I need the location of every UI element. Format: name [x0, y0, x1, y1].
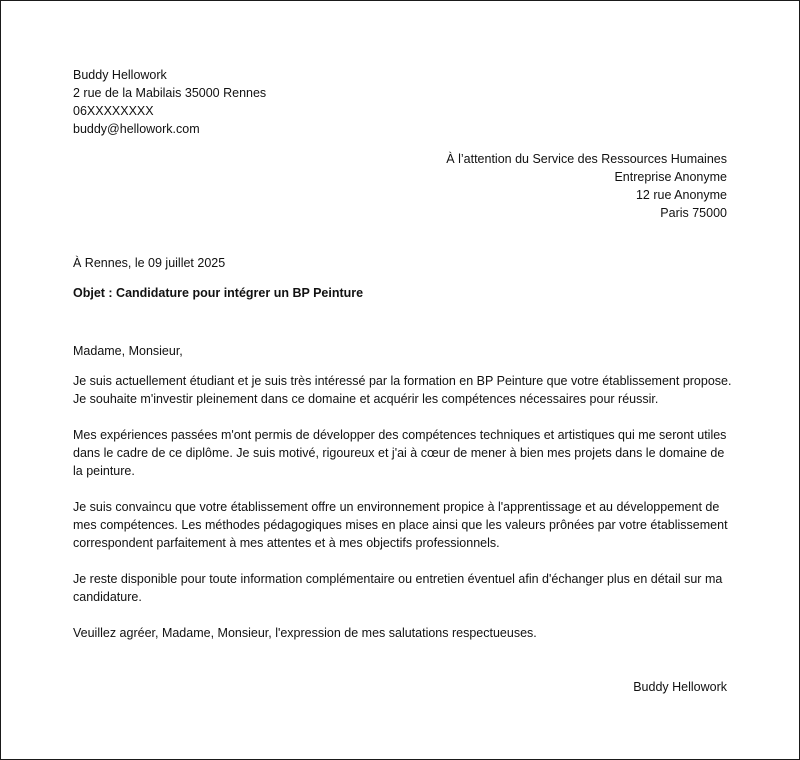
- letter-subject: Objet : Candidature pour intégrer un BP Peinture: [73, 286, 364, 300]
- sender-email: buddy@hellowork.com: [73, 122, 200, 136]
- body-paragraph: Je suis actuellement étudiant et je suis très intéressé par la formation en BP Peinture que votre établissement propose. Je souhaite m'investir pleinement dans ce domaine et acquérir les compétences nécessaires pour réussir.: [73, 374, 732, 406]
- recipient-city: Paris 75000: [660, 206, 727, 220]
- letter-date: À Rennes, le 09 juillet 2025: [73, 256, 226, 270]
- signature: Buddy Hellowork: [633, 680, 727, 694]
- sender-address: 2 rue de la Mabilais 35000 Rennes: [73, 86, 267, 100]
- sender-block: [73, 66, 266, 138]
- recipient-street: 12 rue Anonyme: [635, 188, 727, 202]
- letter-body: [73, 342, 733, 660]
- body-paragraph: Je reste disponible pour toute information complémentaire ou entretien éventuel afin d'échanger plus en détail sur ma candidature.: [73, 572, 723, 604]
- recipient-block: [446, 150, 727, 222]
- closing-paragraph: Veuillez agréer, Madame, Monsieur, l'expression de mes salutations respectueuses.: [73, 626, 537, 640]
- recipient-company: Entreprise Anonyme: [614, 170, 727, 184]
- recipient-attention: À l’attention du Service des Ressources Humaines: [446, 152, 727, 166]
- body-paragraph: Je suis convaincu que votre établissement offre un environnement propice à l'apprentissage et au développement de mes compétences. Les méthodes pédagogiques mises en place ainsi que les valeurs prônées par votre établissement correspondent parfaitement à mes attentes et à mes objectifs professionnels.: [73, 500, 728, 550]
- sender-phone: 06XXXXXXXX: [73, 104, 154, 118]
- sender-name: Buddy Hellowork: [73, 68, 167, 82]
- body-paragraph: Mes expériences passées m'ont permis de développer des compétences techniques et artistiques qui me seront utiles dans le cadre de ce diplôme. Je suis motivé, rigoureux et j'ai à cœur de mener à bien mes projets dans le domaine de la peinture.: [73, 428, 727, 478]
- salutation: Madame, Monsieur,: [73, 344, 183, 358]
